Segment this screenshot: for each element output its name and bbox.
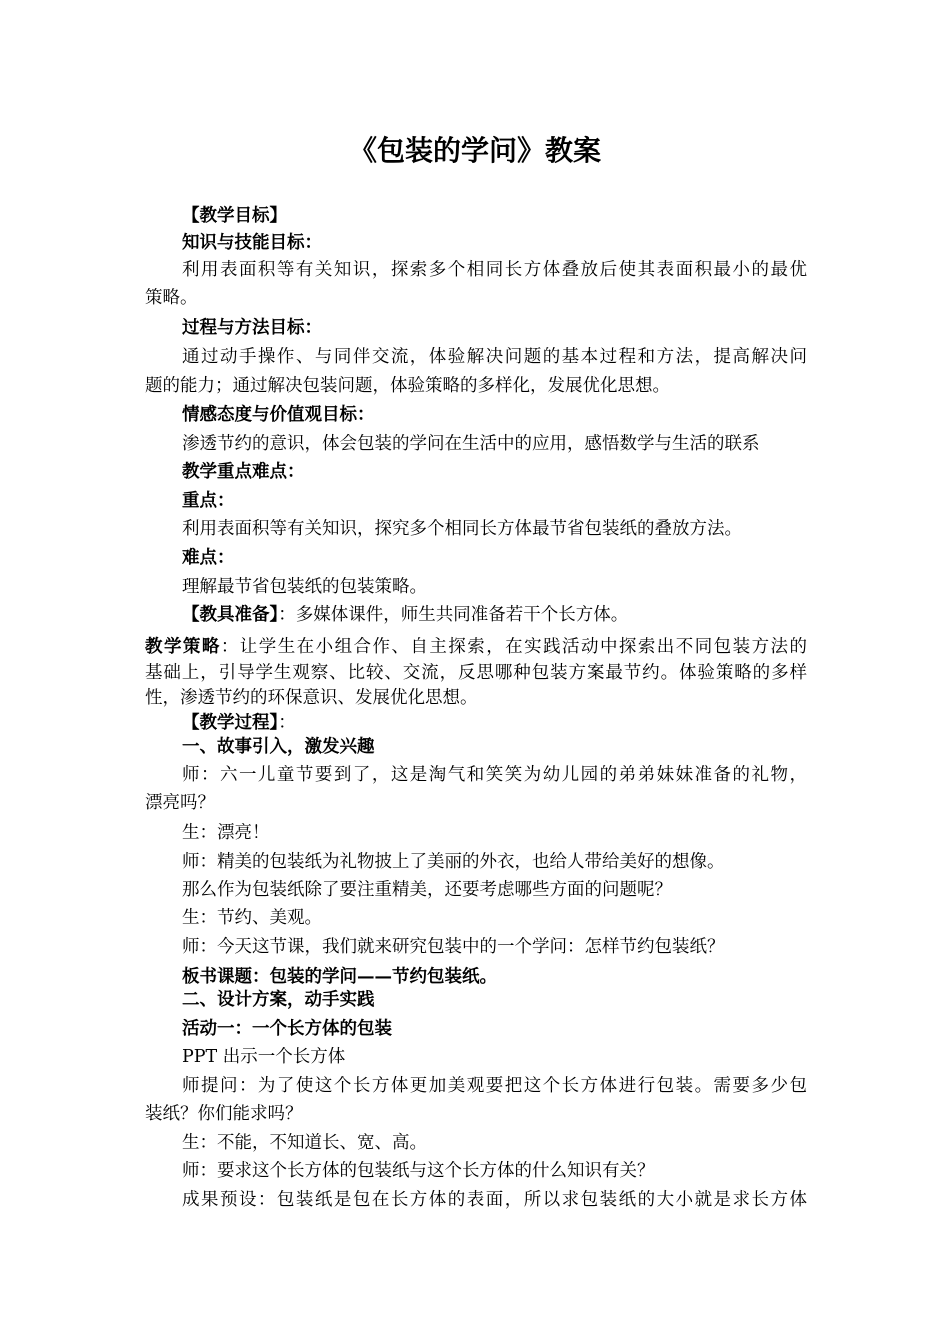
heading-teaching-strategy: 教学策略: [145, 637, 221, 657]
paragraph-line: 师提问：为了使这个长方体更加美观要把这个长方体进行包装。需要多少包: [182, 1076, 807, 1096]
heading-emotion-values: 情感态度与价值观目标：: [182, 405, 375, 425]
paragraph-line: 策略。: [145, 288, 198, 308]
heading-key-difficult: 教学重点难点：: [182, 462, 305, 482]
heading-section-one: 一、故事引入，激发兴趣: [182, 737, 375, 757]
heading-process-method: 过程与方法目标：: [182, 318, 322, 338]
heading-key-point: 重点：: [182, 491, 235, 511]
paragraph-line: 利用表面积等有关知识，探索多个相同长方体叠放后使其表面积最小的最优: [182, 260, 807, 280]
paragraph-line: 通过动手操作、与同伴交流，体验解决问题的基本过程和方法，提高解决问: [182, 347, 807, 367]
heading-teaching-process: 【教学过程】: [182, 713, 279, 733]
paragraph-line: 基础上，引导学生观察、比较、交流，反思哪种包装方案最节约。体验策略的多样: [145, 663, 807, 683]
heading-board-title: 板书课题：包装的学问——节约包装纸。: [182, 967, 497, 987]
paragraph-line: 生：节约、美观。: [182, 908, 322, 928]
heading-knowledge-skills: 知识与技能目标：: [182, 233, 322, 253]
document-title: 《包装的学问》教案: [348, 134, 601, 167]
heading-activity-one: 活动一：一个长方体的包装: [182, 1019, 392, 1039]
paragraph-line: 师：精美的包装纸为礼物披上了美丽的外衣，也给人带给美好的想像。: [182, 852, 725, 872]
paragraph-line: PPT 出示一个长方体: [182, 1047, 346, 1067]
paragraph-line: 装纸？你们能求吗？: [145, 1104, 303, 1124]
paragraph-line: 漂亮吗？: [145, 793, 215, 813]
teaching-strategy-line: [145, 634, 807, 660]
teaching-aids-text: ：多媒体课件，师生共同准备若干个长方体。: [278, 605, 629, 625]
paragraph-line: 成果预设：包装纸是包在长方体的表面，所以求包装纸的大小就是求长方体: [182, 1190, 807, 1210]
paragraph-line: 题的能力；通过解决包装问题，体验策略的多样化，发展优化思想。: [145, 376, 670, 396]
paragraph-line: 师：六一儿童节要到了，这是淘气和笑笑为幼儿园的弟弟妹妹准备的礼物，: [182, 765, 807, 785]
paragraph-line: 生：不能，不知道长、宽、高。: [182, 1133, 427, 1153]
heading-teaching-aids: 【教具准备】: [182, 605, 279, 625]
heading-section-two: 二、设计方案，动手实践: [182, 990, 375, 1010]
heading-teaching-goals: 【教学目标】: [182, 206, 287, 226]
paragraph-line: 利用表面积等有关知识，探究多个相同长方体最节省包装纸的叠放方法。: [182, 519, 742, 539]
teaching-process-colon: ：: [278, 713, 296, 733]
paragraph-line: 师：今天这节课，我们就来研究包装中的一个学问：怎样节约包装纸？: [182, 937, 725, 957]
paragraph-line: 那么作为包装纸除了要注重精美，还要考虑哪些方面的问题呢？: [182, 880, 672, 900]
paragraph-line: 生：漂亮！: [182, 823, 270, 843]
teaching-strategy-text: ：让学生在小组合作、自主探索，在实践活动中探索出不同包装方法的: [220, 637, 808, 657]
paragraph-line: 理解最节省包装纸的包装策略。: [182, 577, 427, 597]
paragraph-line: 性，渗透节约的环保意识、发展优化思想。: [145, 688, 478, 708]
teaching-aids-line: [182, 602, 628, 628]
teaching-process-line: [182, 710, 296, 736]
heading-difficult-point: 难点：: [182, 548, 235, 568]
paragraph-line: 渗透节约的意识，体会包装的学问在生活中的应用，感悟数学与生活的联系: [182, 434, 760, 454]
paragraph-line: 师：要求这个长方体的包装纸与这个长方体的什么知识有关？: [182, 1161, 655, 1181]
